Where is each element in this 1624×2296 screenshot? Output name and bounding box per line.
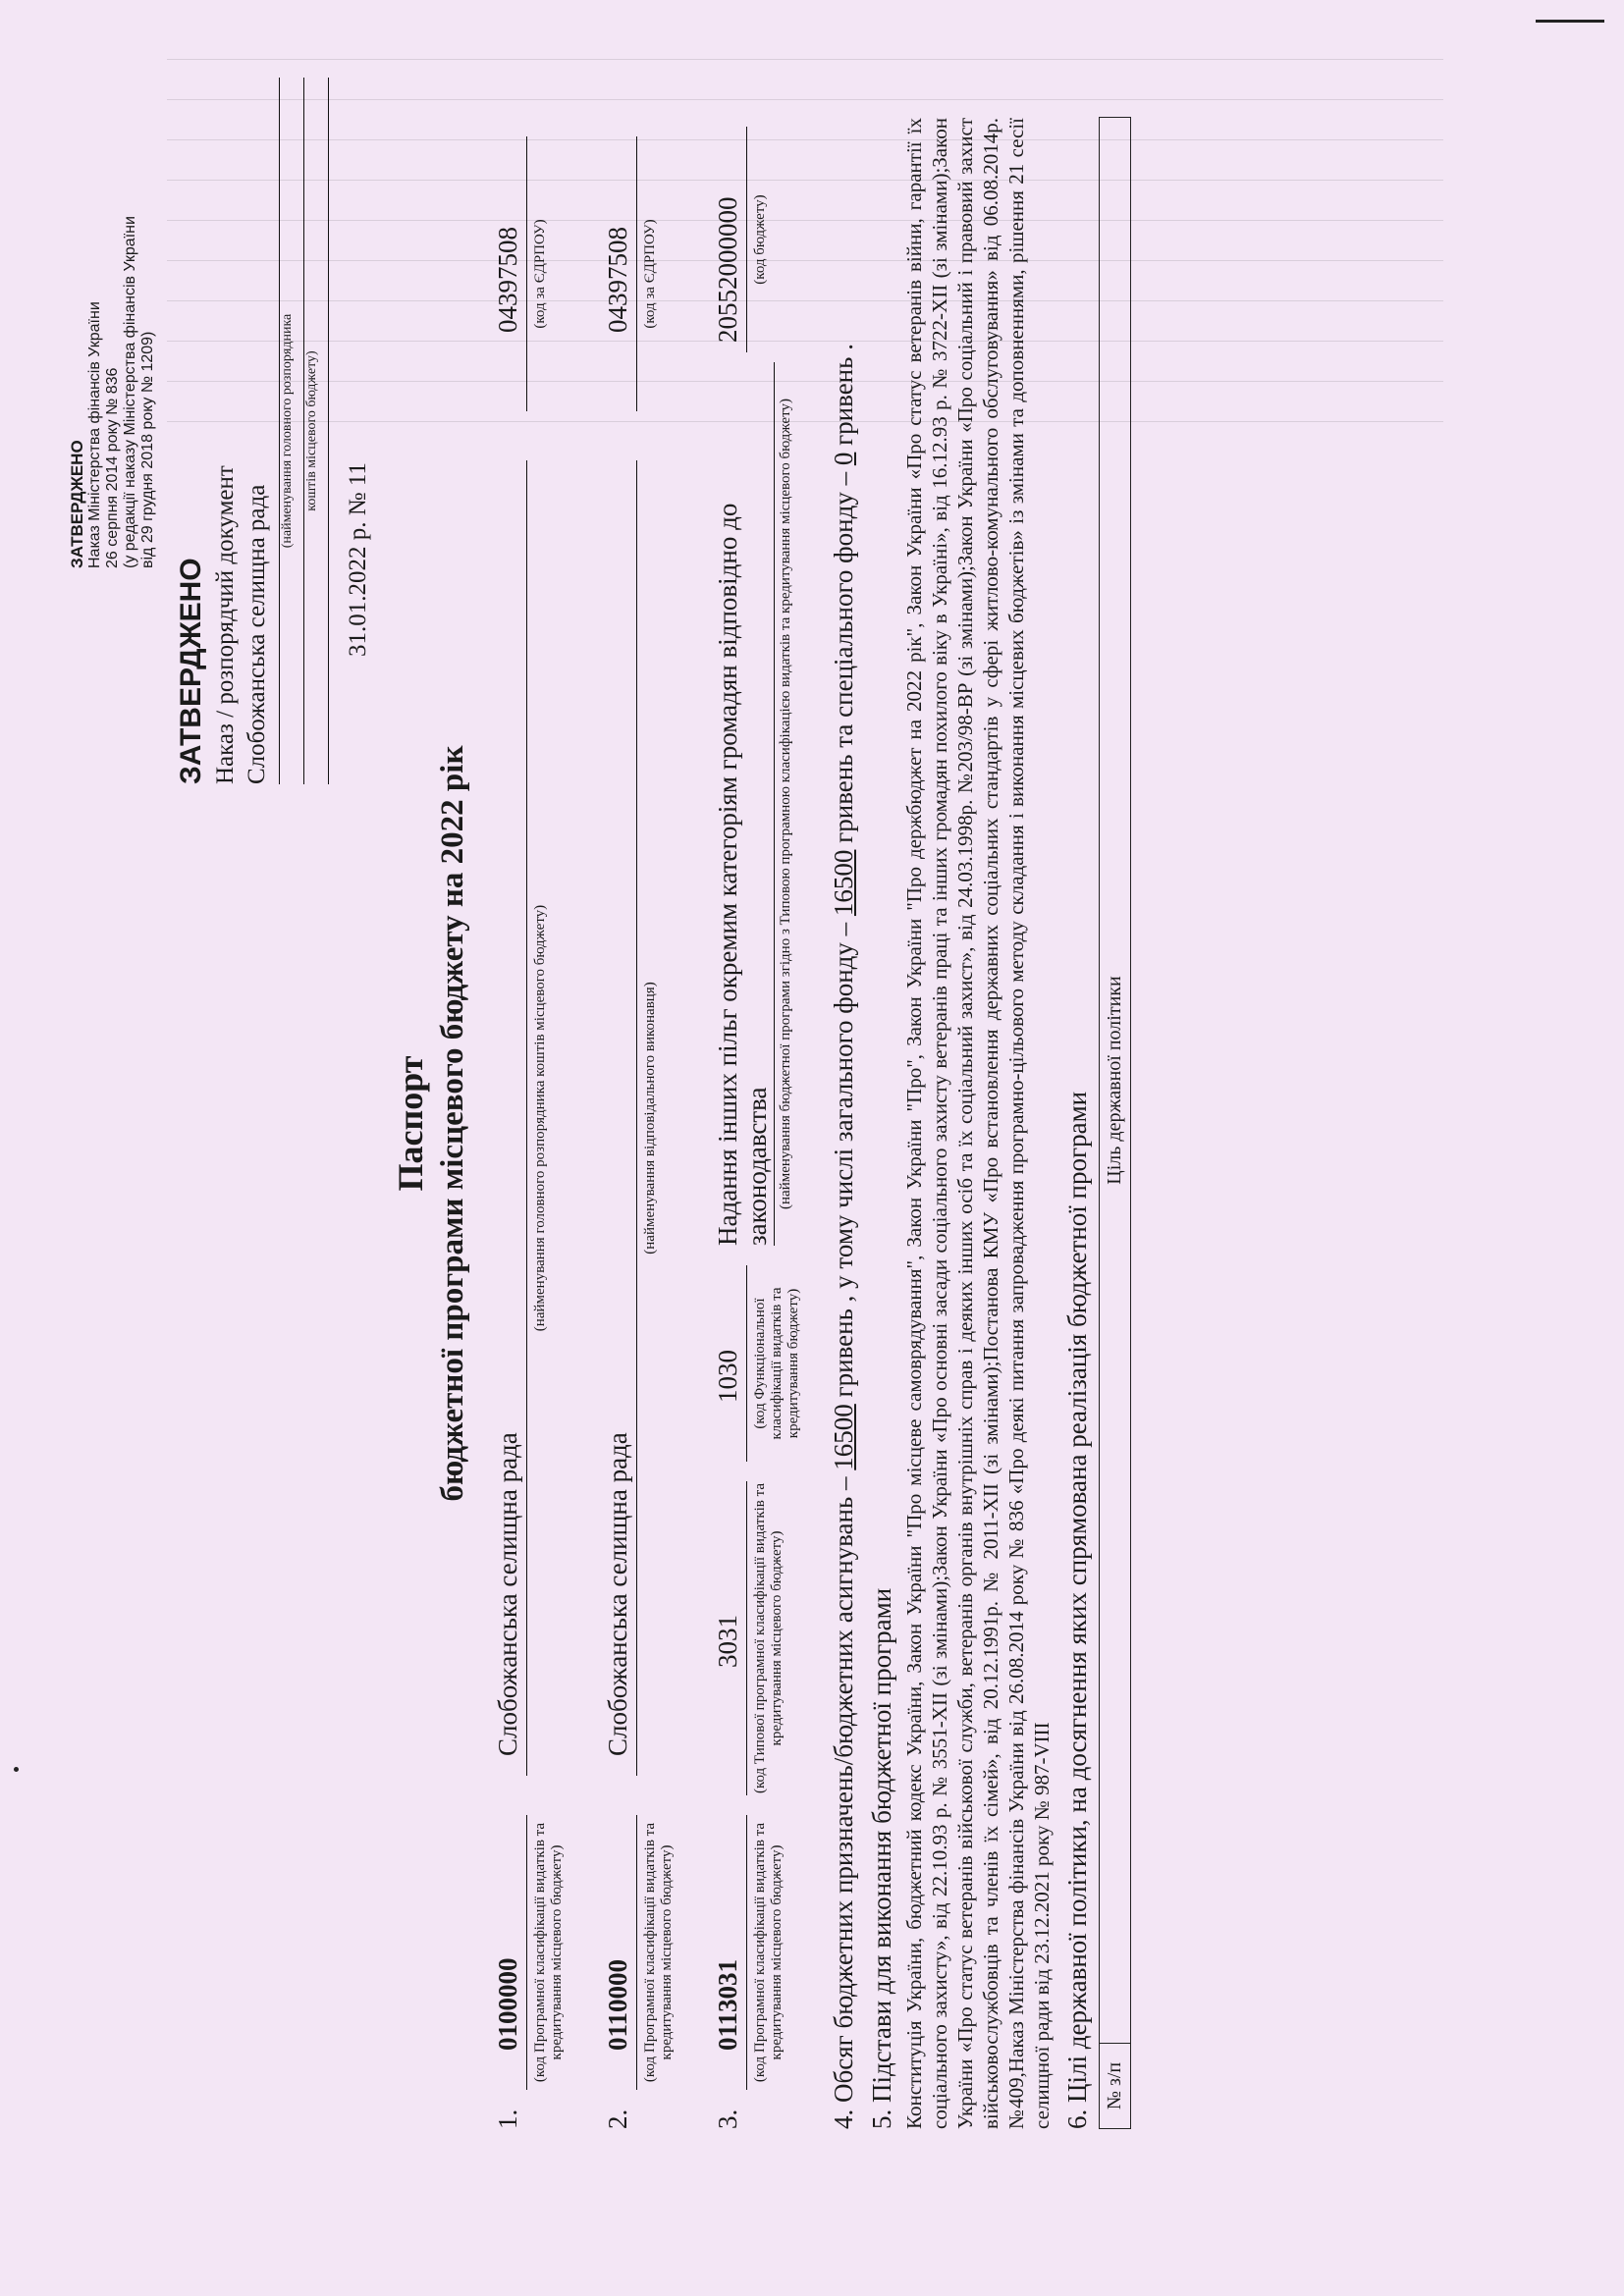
approving-org: Слобожанська селищна рада bbox=[244, 484, 270, 784]
underline bbox=[526, 460, 527, 1776]
doc-type: Наказ / розпорядчий документ bbox=[212, 465, 239, 784]
underline bbox=[746, 1265, 747, 1462]
approved-decree-line: Наказ Міністерства фінансів України bbox=[86, 301, 103, 568]
underline bbox=[774, 362, 775, 1246]
program-code: 0100000 bbox=[493, 1957, 522, 2051]
budget-code-caption: (код бюджету) bbox=[752, 194, 768, 285]
edrpou-code: 04397508 bbox=[603, 227, 632, 333]
row-1 bbox=[493, 118, 581, 2129]
section-4-prefix: 4. Обсяг бюджетних призначень/бюджетних асигнувань – bbox=[829, 1476, 858, 2129]
row-number: 3. bbox=[713, 2109, 742, 2129]
program-name: Надання інших пільг окремим категоріям громадян відповідно до законодавства bbox=[713, 503, 772, 1246]
edrpou-caption: (код за ЄДРПОУ) bbox=[532, 219, 548, 329]
section-4-mid2: гривень та спеціального фонду – bbox=[829, 471, 858, 843]
section-5-basis-text: Конституція України, бюджетний кодекс України, Закон України "Про місцеве самоврядування", Закон України "Про", Закон України "Про держбюджет на 2022 рік", Закон України «Про статус ветеранів війни, гарантії їх соціального захисту», від 22.10.93 р. № 3551-XII (зі змінами);Закон України «Про основні засади соціального захисту ветеранів праці та інших громадян похилого віку в Україні», від 16.12.93 р. № 3722-XII (зі змінами);Закон України «Про статус ветеранів військової служби, ветеранів органів внутрішніх справ і деяких інших осіб та їх соціальний захист», від 24.03.1998р. №203/98-ВР (зі змінами);Закон України «Про соціальний і правовий захист військовослужбовців та членів їх сімей», від 20.12.1991р. № 2011-XII (зі змінами);Постанова КМУ «Про встановлення державних соціальних стандартів у сфері житлово-комунального обслуговування» від 06.08.2014р. №409,Наказ Міністерства фінансів України від 26.08.2014 року № 836 «Про деякі питання запровадження програмно-цільового методу складання і виконання місцевих бюджетів» із змінами та доповненнями, рішення 21 сесії селищної ради від 23.12.2021 року № 987-VIII bbox=[902, 118, 1054, 2129]
underline bbox=[526, 1815, 527, 2090]
approval-date-number: 31.01.2022 р. № 11 bbox=[345, 462, 371, 657]
code-caption: (код Програмної класифікації видатків та кредитування місцевого бюджету) bbox=[532, 1822, 565, 2083]
underline bbox=[526, 136, 527, 411]
edrpou-caption: (код за ЄДРПОУ) bbox=[642, 219, 658, 329]
underline bbox=[746, 1481, 747, 1795]
underline bbox=[320, 78, 329, 784]
executor-name: Слобожанська селищна рада bbox=[603, 1432, 632, 1756]
underline bbox=[636, 1815, 637, 2090]
functional-caption: (код Функціональної класифікації видатків та кредитування бюджету) bbox=[752, 1287, 801, 1440]
underline bbox=[271, 78, 280, 784]
approved-local-title: ЗАТВЕРДЖЕНО bbox=[175, 558, 207, 784]
underline bbox=[636, 460, 637, 1776]
special-fund-amount: 0 bbox=[829, 452, 858, 466]
col-number-header: № з/п bbox=[1100, 2044, 1131, 2129]
table-header-row bbox=[1100, 118, 1131, 2129]
row-number: 2. bbox=[603, 2109, 632, 2129]
program-code: 0110000 bbox=[603, 1958, 632, 2051]
program-code: 0113031 bbox=[713, 1958, 742, 2051]
approved-decree-line: від 29 грудня 2018 року № 1209) bbox=[139, 331, 156, 568]
total-amount: 16500 bbox=[829, 1404, 858, 1470]
title-line-1: Паспорт bbox=[391, 1055, 430, 1192]
row-3 bbox=[713, 118, 821, 2129]
approved-decree-line: (у редакції наказу Міністерства фінансів України bbox=[122, 216, 138, 568]
edrpou-code: 04397508 bbox=[493, 227, 522, 333]
approved-decree-line: 26 серпня 2014 року № 836 bbox=[104, 367, 121, 568]
org-caption: (найменування головного розпорядника bbox=[280, 313, 295, 549]
org-caption-2: коштів місцевого бюджету) bbox=[304, 350, 319, 511]
budget-code: 20552000000 bbox=[713, 196, 742, 343]
approved-decree-title: ЗАТВЕРДЖЕНО bbox=[68, 440, 86, 568]
functional-code: 1030 bbox=[713, 1350, 742, 1403]
section-4-mid1: гривень , у тому числі загального фонду – bbox=[829, 922, 858, 1398]
general-fund-amount: 16500 bbox=[829, 849, 858, 917]
program-name-caption: (найменування бюджетної програми згідно з Типовою програмною класифікацією видатків та кредитування місцевого бюджету) bbox=[778, 399, 793, 1209]
name-caption: (найменування відповідального виконавця) bbox=[642, 982, 658, 1255]
section-5-heading: 5. Підстави для виконання бюджетної програми bbox=[867, 1587, 896, 2129]
code-caption: (код Програмної класифікації видатків та кредитування місцевого бюджету) bbox=[642, 1822, 675, 2083]
approved-decree-block bbox=[69, 118, 157, 568]
manager-name: Слобожанська селищна рада bbox=[493, 1432, 522, 1756]
typical-caption: (код Типової програмної класифікації видатків та кредитування місцевого бюджету) bbox=[752, 1482, 785, 1794]
underline bbox=[746, 127, 747, 352]
document-title bbox=[390, 118, 471, 2129]
typical-code: 3031 bbox=[713, 1615, 742, 1668]
code-caption: (код Програмної класифікації видатків та кредитування місцевого бюджету) bbox=[752, 1822, 785, 2083]
goals-table bbox=[1099, 117, 1131, 2129]
underline bbox=[636, 136, 637, 411]
section-4-suffix: гривень . bbox=[829, 344, 858, 446]
row-number: 1. bbox=[493, 2109, 522, 2129]
row-2 bbox=[603, 118, 691, 2129]
underline bbox=[296, 78, 304, 784]
name-caption: (найменування головного розпорядника коштів місцевого бюджету) bbox=[532, 904, 548, 1332]
title-line-2: бюджетної програми місцевого бюджету на 2022 рік bbox=[435, 745, 470, 1502]
section-4-volume bbox=[829, 118, 859, 2129]
col-goal-header: Ціль державної політики bbox=[1100, 118, 1131, 2044]
approved-local-block bbox=[175, 118, 372, 784]
section-6-heading: 6. Цілі державної політики, на досягнення яких спрямована реалізація бюджетної програми bbox=[1062, 1091, 1092, 2129]
underline bbox=[746, 1815, 747, 2090]
